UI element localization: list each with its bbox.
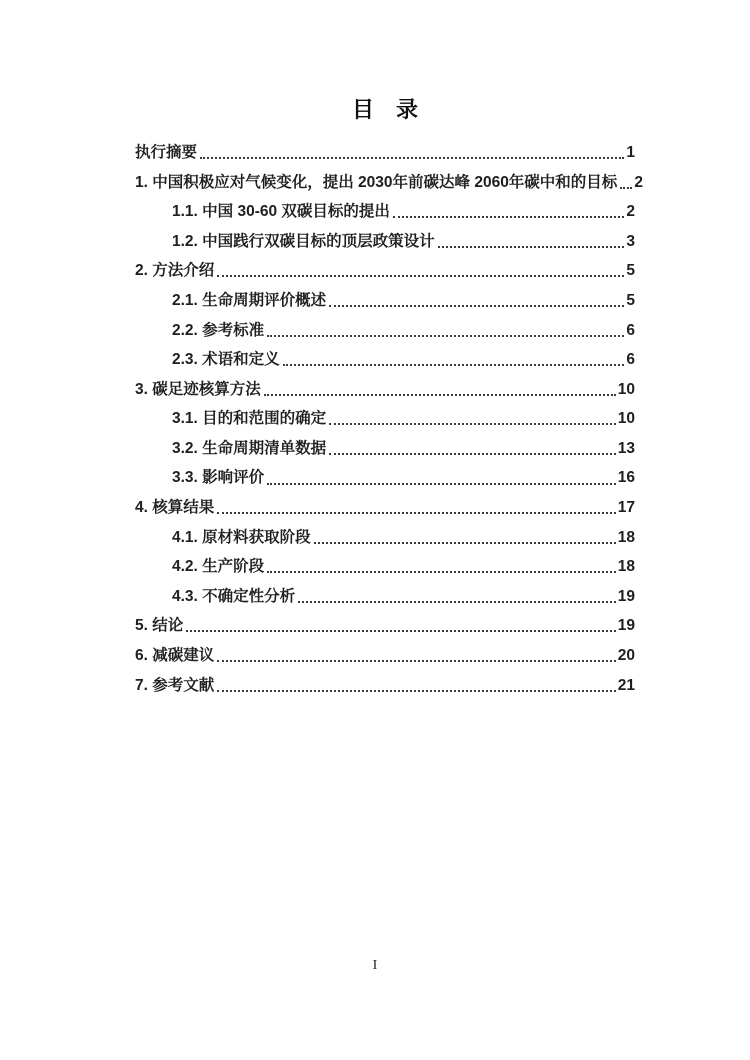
toc-entry-label: 3. 碳足迹核算方法 bbox=[135, 380, 261, 398]
dot-leader bbox=[329, 305, 624, 307]
dot-leader bbox=[329, 453, 616, 455]
dot-leader bbox=[264, 394, 616, 396]
table-of-contents bbox=[135, 137, 643, 699]
footer-page-number: I bbox=[372, 958, 378, 973]
toc-entry-page: 2 bbox=[626, 203, 635, 221]
toc-entry-label: 3.3. 影响评价 bbox=[172, 469, 265, 487]
toc-entry[interactable] bbox=[135, 137, 635, 167]
toc-entry-page: 3 bbox=[626, 232, 635, 250]
toc-entry[interactable] bbox=[135, 433, 635, 463]
toc-entry-label: 2.2. 参考标准 bbox=[172, 321, 265, 339]
dot-leader bbox=[217, 660, 616, 662]
toc-entry[interactable] bbox=[135, 315, 635, 345]
toc-entry-label: 6. 减碳建议 bbox=[135, 647, 215, 665]
dot-leader bbox=[217, 690, 616, 692]
toc-entry-label: 2.3. 术语和定义 bbox=[172, 351, 280, 369]
dot-leader bbox=[267, 571, 616, 573]
toc-entry-page: 2 bbox=[634, 173, 643, 191]
toc-entry[interactable] bbox=[135, 404, 635, 434]
dot-leader bbox=[217, 275, 624, 277]
toc-entry[interactable] bbox=[135, 640, 635, 670]
toc-entry-page: 5 bbox=[626, 291, 635, 309]
toc-entry[interactable] bbox=[135, 285, 635, 315]
toc-entry-label: 7. 参考文献 bbox=[135, 676, 215, 694]
toc-entry[interactable] bbox=[135, 670, 635, 700]
toc-entry-label: 2. 方法介绍 bbox=[135, 262, 215, 280]
toc-entry[interactable] bbox=[135, 345, 635, 375]
dot-leader bbox=[314, 542, 616, 544]
toc-entry[interactable] bbox=[135, 522, 635, 552]
toc-entry-page: 13 bbox=[617, 439, 635, 457]
toc-entry-page: 17 bbox=[617, 499, 635, 517]
toc-entry[interactable] bbox=[135, 611, 635, 641]
toc-entry[interactable] bbox=[135, 463, 635, 493]
toc-entry-label: 执行摘要 bbox=[135, 143, 198, 161]
toc-entry-label: 1. 中国积极应对气候变化，提出 2030年前碳达峰 2060年碳中和的目标 bbox=[135, 173, 618, 191]
toc-entry-page: 16 bbox=[617, 469, 635, 487]
toc-entry-label: 2.1. 生命周期评价概述 bbox=[172, 291, 327, 309]
toc-entry[interactable] bbox=[135, 197, 635, 227]
toc-entry-page: 18 bbox=[617, 528, 635, 546]
dot-leader bbox=[267, 335, 624, 337]
toc-entry-page: 21 bbox=[617, 676, 635, 694]
dot-leader bbox=[283, 364, 625, 366]
toc-entry-label: 4. 核算结果 bbox=[135, 499, 215, 517]
toc-entry[interactable] bbox=[135, 167, 643, 197]
dot-leader bbox=[393, 216, 624, 218]
toc-entry-page: 10 bbox=[617, 410, 635, 428]
toc-entry-page: 18 bbox=[617, 558, 635, 576]
page-title: 目 录 bbox=[351, 97, 418, 122]
toc-entry-page: 6 bbox=[626, 321, 635, 339]
toc-entry-label: 4.1. 原材料获取阶段 bbox=[172, 528, 311, 546]
dot-leader bbox=[186, 630, 616, 632]
toc-entry-label: 1.1. 中国 30-60 双碳目标的提出 bbox=[172, 203, 390, 221]
toc-entry-label: 5. 结论 bbox=[135, 617, 184, 635]
toc-entry-page: 6 bbox=[626, 351, 635, 369]
toc-entry-label: 4.2. 生产阶段 bbox=[172, 558, 265, 576]
toc-entry[interactable] bbox=[135, 581, 635, 611]
toc-entry[interactable] bbox=[135, 256, 635, 286]
toc-entry[interactable] bbox=[135, 374, 635, 404]
toc-entry[interactable] bbox=[135, 493, 635, 523]
toc-entry[interactable] bbox=[135, 552, 635, 582]
dot-leader bbox=[438, 246, 625, 248]
dot-leader bbox=[329, 423, 616, 425]
dot-leader bbox=[298, 601, 616, 603]
dot-leader bbox=[200, 157, 624, 159]
dot-leader bbox=[267, 483, 616, 485]
toc-entry-label: 3.2. 生命周期清单数据 bbox=[172, 439, 327, 457]
toc-entry-page: 1 bbox=[626, 143, 635, 161]
toc-entry[interactable] bbox=[135, 226, 635, 256]
toc-entry-page: 20 bbox=[617, 647, 635, 665]
toc-entry-page: 19 bbox=[617, 617, 635, 635]
toc-entry-label: 3.1. 目的和范围的确定 bbox=[172, 410, 327, 428]
dot-leader bbox=[620, 187, 632, 189]
dot-leader bbox=[217, 512, 616, 514]
toc-entry-label: 4.3. 不确定性分析 bbox=[172, 587, 296, 605]
toc-entry-page: 19 bbox=[617, 587, 635, 605]
toc-entry-label: 1.2. 中国践行双碳目标的顶层政策设计 bbox=[172, 232, 435, 250]
toc-entry-page: 10 bbox=[617, 380, 635, 398]
toc-entry-page: 5 bbox=[626, 262, 635, 280]
